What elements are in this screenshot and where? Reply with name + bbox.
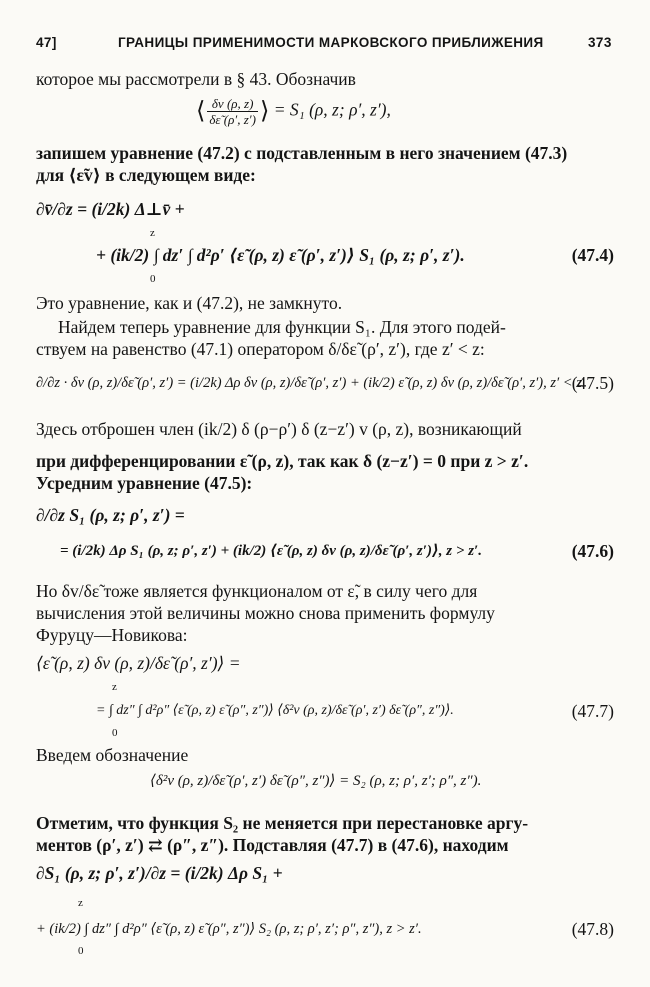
equation-47-8-line1: ∂S₁ (ρ, z; ρ′, z′)/∂z = (i/2k) Δρ S₁ +	[36, 863, 283, 883]
text-line: Усредним уравнение (47.5):	[36, 473, 253, 493]
equation-47-4-body: + (ik/2) ∫ dz′ ∫ d²ρ′ ⟨ε̃ (ρ, z) ε̃ (ρ′, z′)⟩ S₁ (ρ, z; ρ′, z′).	[96, 245, 465, 265]
integral-lower-limit: 0	[150, 273, 156, 285]
integral-lower-limit: 0	[78, 945, 84, 957]
text-line: Но δv/δε̃ тоже является функционалом от ε̃, в силу чего для	[36, 581, 478, 601]
equation-47-4-line2	[96, 244, 465, 266]
equation-number: (47.4)	[571, 245, 614, 265]
equation-s2-definition: ⟨δ²v (ρ, z)/δε̃ (ρ′, z′) δε̃ (ρ″, z″)⟩ = S₂ (ρ, z; ρ′, z′; ρ″, z″).	[150, 773, 482, 789]
running-title: ГРАНИЦЫ ПРИМЕНИМОСТИ МАРКОВСКОГО ПРИБЛИЖЕНИЯ	[118, 35, 544, 50]
text-line: при дифференцировании ε̃ (ρ, z), так как δ (z−z′) = 0 при z > z′.	[36, 451, 529, 471]
equation-47-6-line2: = (i/2k) Δρ S₁ (ρ, z; ρ′, z′) + (ik/2) ⟨ε̃ (ρ, z) δv (ρ, z)/δε̃ (ρ′, z′)⟩, z > z′.	[60, 543, 482, 559]
text-line: запишем уравнение (47.2) с подставленным в него значением (47.3)	[36, 143, 568, 163]
integral-upper-limit: z	[112, 681, 117, 693]
equation-number: (47.5)	[571, 373, 614, 393]
integral-upper-limit: z	[78, 897, 83, 909]
equation-number: (47.8)	[571, 919, 614, 939]
integral-lower-limit: 0	[112, 727, 118, 739]
equation-47-7-line2: = ∫ dz″ ∫ d²ρ″ ⟨ε̃ (ρ, z) ε̃ (ρ″, z″)⟩ ⟨δ²v (ρ, z)/δε̃ (ρ′, z′) δε̃ (ρ″, z″)⟩.	[96, 703, 454, 718]
text-line: ментов (ρ′, z′) ⇄ (ρ″, z″). Подставляя (47.7) в (47.6), находим	[36, 835, 509, 855]
equation-s1-definition: ⟨ $\frac{\delta v (\rho, z)}{\delta\varepsiloñ (\rho', z')}$ ⟩ = S₁ (ρ, z; ρ′, z′),	[196, 96, 391, 127]
equation-47-5: ∂/∂z · δv (ρ, z)/δε̃ (ρ′, z′) = (i/2k) Δρ δv (ρ, z)/δε̃ (ρ′, z′) + (ik/2) ε̃ (ρ, z) δv (ρ, z)/δε̃ (ρ′, z′), z′ < z.	[36, 375, 586, 391]
equation-47-4-line1: ∂v̄/∂z = (i/2k) Δ⊥v̄ +	[36, 199, 185, 219]
text-line: ствуем на равенство (47.1) оператором δ/δε̃ (ρ′, z′), где z′ < z:	[36, 339, 485, 359]
integral-upper-limit: z	[150, 227, 155, 239]
equation-47-8-line2: + (ik/2) ∫ dz″ ∫ d²ρ″ ⟨ε̃ (ρ, z) ε̃ (ρ″, z″)⟩ S₂ (ρ, z; ρ′, z′; ρ″, z″), z > z′.	[36, 921, 422, 937]
text-line: для ⟨ε̃v⟩ в следующем виде:	[36, 165, 256, 185]
text-line: Фуруцу—Новикова:	[36, 625, 188, 645]
text-line: которое мы рассмотрели в § 43. Обозначив	[36, 69, 356, 89]
s1-rhs: = S₁ (ρ, z; ρ′, z′),	[273, 99, 391, 120]
s1-numerator: δv (ρ, z)	[211, 96, 254, 111]
text-line: вычисления этой величины можно снова применить формулу	[36, 603, 495, 623]
section-number: 47]	[36, 35, 57, 50]
equation-number: (47.7)	[571, 701, 614, 721]
text-line: Найдем теперь уравнение для функции S₁. Для этого подей-	[58, 317, 506, 337]
page-number: 373	[588, 35, 612, 50]
text-line: Здесь отброшен член (ik/2) δ (ρ−ρ′) δ (z−z′) v (ρ, z), возникающий	[36, 419, 522, 439]
equation-47-6-line1: ∂/∂z S₁ (ρ, z; ρ′, z′) =	[36, 505, 185, 525]
text-line: Введем обозначение	[36, 745, 189, 765]
equation-47-7-line1: ⟨ε̃ (ρ, z) δv (ρ, z)/δε̃ (ρ′, z′)⟩ =	[36, 653, 241, 673]
equation-number: (47.6)	[571, 541, 614, 561]
text-line: Это уравнение, как и (47.2), не замкнуто.	[36, 293, 343, 313]
text-line: Отметим, что функция S₂ не меняется при перестановке аргу-	[36, 813, 529, 833]
s1-denominator: δε̃ (ρ′, z′)	[209, 112, 256, 127]
